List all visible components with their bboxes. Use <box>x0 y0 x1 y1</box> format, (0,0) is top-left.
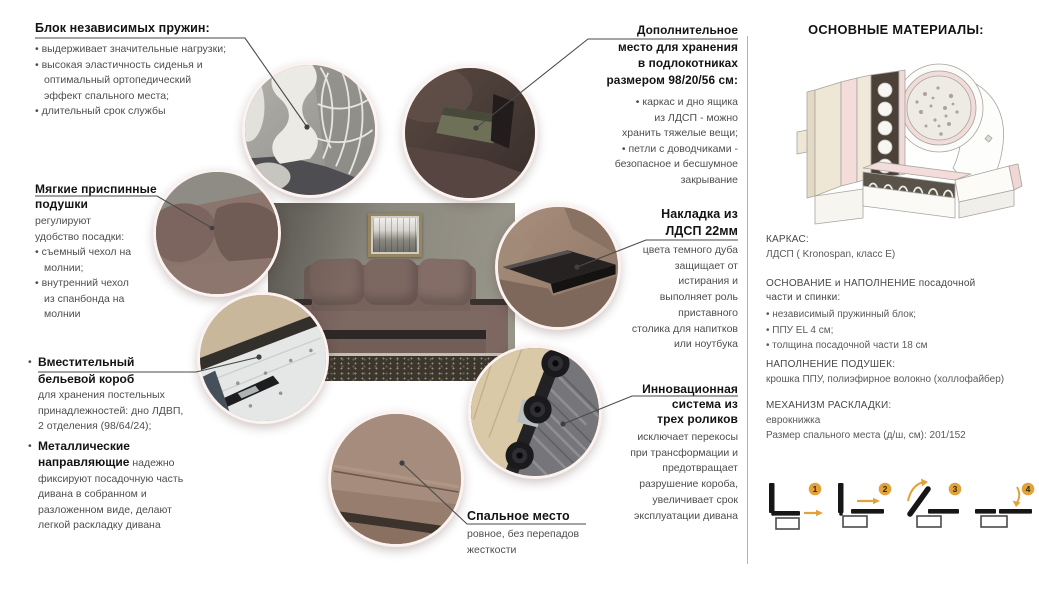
storage-item-2: • Металлические направляющие надежно фиксируют посадочную часть дивана в собранном и разложенном виде, делают легкой раскладку дивана <box>28 438 184 531</box>
wall-picture-frame <box>368 213 422 257</box>
armrest-storage-photo-circle <box>402 65 538 201</box>
storage-box-photo-circle <box>197 292 329 424</box>
frame-section-text: ЛДСП ( Kronospan, класс Е) <box>766 249 896 260</box>
sleeping-block-title: Спальное место <box>467 509 570 523</box>
rollers-block-title: Инновационная система из трех роликов <box>642 382 738 426</box>
pillows-block-title: Мягкие приспинные подушки <box>35 182 157 211</box>
fold-steps-row <box>762 477 1036 535</box>
step-number: 1 <box>812 484 818 494</box>
fold-step-2-icon <box>832 477 896 535</box>
ldsp-block-title: Накладка из ЛДСП 22мм <box>661 207 738 238</box>
springs-block-text: • выдерживает значительные нагрузки; • высокая эластичность сиденья и оптимальный ортопедический эффект спального места; • длительный срок службы <box>35 43 226 117</box>
storage-item-2-text: надежно фиксируют посадочную часть дивана в собранном и разложенном виде, делают легкой раскладку дивана <box>38 457 184 531</box>
fold-step-1-icon <box>762 477 826 535</box>
sofa-pillow <box>364 259 418 305</box>
base-section-title: ОСНОВАНИЕ и НАПОЛНЕНИЕ посадочной части и спинки: <box>766 278 976 303</box>
sofa-backrest <box>304 265 476 317</box>
storage-item-1-title: Вместительный бельевой короб <box>38 355 135 386</box>
springs-block-title: Блок независимых пружин: <box>35 21 210 35</box>
armrest-block-text: • каркас и дно ящика из ЛДСП - можно хранить тяжелые вещи; • петли с доводчиками - безопасное и бесшумное закрывание <box>614 96 738 186</box>
rollers-photo-circle <box>468 345 602 479</box>
step-number: 4 <box>1025 484 1031 494</box>
ldsp-block-text: цвета темного дуба защищает от истирания и выполняет роль приставного столика для напитков или ноутбука <box>631 244 738 351</box>
sleeping-surface-photo-circle <box>328 411 464 547</box>
step-number: 2 <box>882 484 888 494</box>
mechanism-section-title: МЕХАНИЗМ РАСКЛАДКИ: <box>766 400 892 411</box>
sleeping-block-text: ровное, без перепадов жесткости <box>467 528 580 556</box>
storage-item-2-title: Металлические направляющие <box>38 438 130 469</box>
sofa-pillow <box>417 258 473 306</box>
materials-panel-title: ОСНОВНЫЕ МАТЕРИАЛЫ: <box>808 22 984 37</box>
armrest-block-title: Дополнительное место для хранения в подлокотниках размером 98/20/56 см: <box>606 23 738 87</box>
sofa-pillow <box>309 258 365 306</box>
frame-section-title: КАРКАС: <box>766 234 809 245</box>
fold-step-3-icon <box>902 477 966 535</box>
storage-item-1-text: для хранения постельных принадлежностей: дно ЛДВП, 2 отделения (98/64/24); <box>38 389 184 432</box>
filling-section-title: НАПОЛНЕНИЕ ПОДУШЕК: <box>766 359 896 370</box>
springs-photo-circle <box>242 62 378 198</box>
mechanism-section-text: еврокнижка Размер спального места (д/ш, см): 201/152 <box>766 415 966 441</box>
filling-section-text: крошка ППУ, полиэфирное волокно (холлофайбер) <box>766 374 1005 385</box>
pillows-block-lead: регулируют удобство посадки: <box>35 215 125 243</box>
storage-item-1: • Вместительный бельевой короб для хранения постельных принадлежностей: дно ЛДВП, 2 отделения (98/64/24); <box>28 355 190 435</box>
rollers-block-text: исключает перекосы при трансформации и предотвращает разрушение короба, увеличивает срок эксплуатации дивана <box>630 431 738 522</box>
fold-step-4-icon <box>972 477 1036 535</box>
vertical-divider <box>747 36 748 564</box>
pillows-block-text: • съемный чехол на молнии; • внутренний чехол из спанбонда на молнии <box>35 246 132 320</box>
back-pillows-photo-circle <box>153 169 281 297</box>
sofa-cutaway-illustration <box>793 46 1027 226</box>
step-number: 3 <box>952 484 958 494</box>
storage-block <box>28 355 190 538</box>
base-section-text: • независимый пружинный блок; • ППУ EL 4 см; • толщина посадочной части 18 см <box>766 309 928 351</box>
